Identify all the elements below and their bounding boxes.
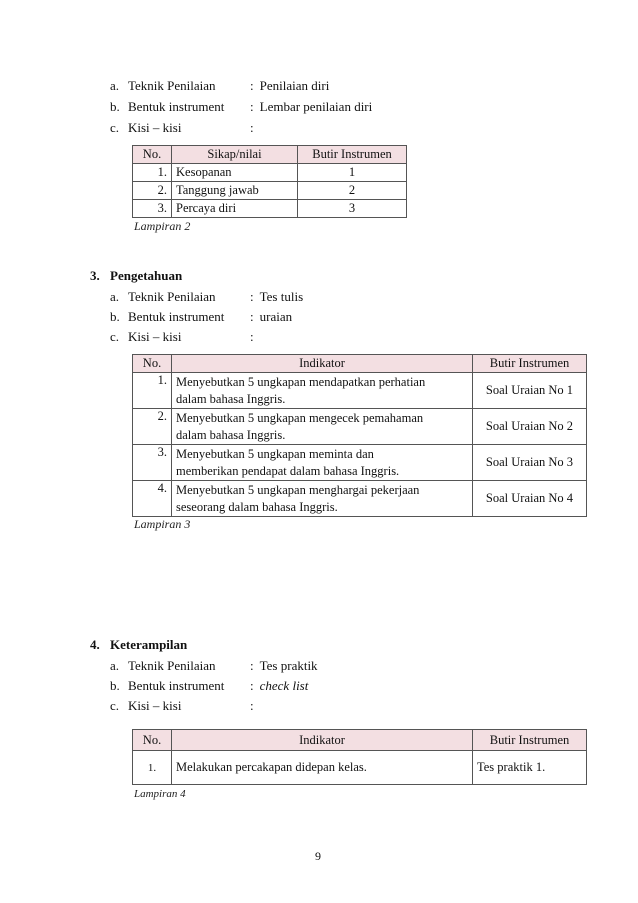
- table-header-row: [133, 146, 407, 164]
- table-row: 2. Tanggung jawab 2: [133, 182, 407, 200]
- item-kisi-kisi: c. Kisi – kisi :: [110, 329, 254, 344]
- col-header-indikator: Indikator: [172, 730, 473, 751]
- section-heading-pengetahuan: 3. Pengetahuan: [90, 268, 183, 283]
- section-heading-keterampilan: 4. Keterampilan: [90, 637, 188, 652]
- col-header-butir: Butir Instrumen: [298, 146, 407, 164]
- item-bentuk-instrument: b. Bentuk instrument : Lembar penilaian diri: [110, 99, 373, 114]
- sikap-table: [132, 145, 407, 218]
- col-header-indikator: Indikator: [172, 355, 473, 373]
- item-teknik-penilaian: a. Teknik Penilaian : Penilaian diri: [110, 78, 330, 93]
- table-row: 3. Menyebutkan 5 ungkapan meminta dan memberikan pendapat dalam bahasa Inggris. Soal Uraian No 3: [133, 445, 587, 481]
- table-row: 1. Melakukan percakapan didepan kelas. Tes praktik 1.: [133, 751, 587, 785]
- caption-lampiran-4: Lampiran 4: [134, 788, 186, 800]
- col-header-no: No.: [133, 355, 172, 373]
- table-row: 1. Menyebutkan 5 ungkapan mendapatkan perhatian dalam bahasa Inggris. Soal Uraian No 1: [133, 373, 587, 409]
- item-teknik-penilaian: a. Teknik Penilaian : Tes tulis: [110, 289, 304, 304]
- item-kisi-kisi: c. Kisi – kisi :: [110, 120, 254, 135]
- col-header-no: No.: [133, 730, 172, 751]
- caption-lampiran-3: Lampiran 3: [134, 517, 191, 531]
- item-teknik-penilaian: a. Teknik Penilaian : Tes praktik: [110, 658, 318, 673]
- col-header-butir: Butir Instrumen: [473, 730, 587, 751]
- item-kisi-kisi: c. Kisi – kisi :: [110, 698, 254, 713]
- table-row: 2. Menyebutkan 5 ungkapan mengecek pemahaman dalam bahasa Inggris. Soal Uraian No 2: [133, 409, 587, 445]
- table-header-row: [133, 730, 587, 751]
- table-row: 1. Kesopanan 1: [133, 164, 407, 182]
- page-number: 9: [315, 849, 321, 863]
- table-header-row: [133, 355, 587, 373]
- table-row: 4. Menyebutkan 5 ungkapan menghargai pekerjaan seseorang dalam bahasa Inggris. Soal Uraian No 4: [133, 481, 587, 517]
- item-bentuk-instrument: b. Bentuk instrument : check list: [110, 678, 309, 693]
- indikator-table-pengetahuan: [132, 354, 587, 517]
- caption-lampiran-2: Lampiran 2: [134, 219, 191, 233]
- col-header-sikap: Sikap/nilai: [172, 146, 298, 164]
- col-header-butir: Butir Instrumen: [473, 355, 587, 373]
- indikator-table-keterampilan: [132, 729, 587, 785]
- table-row: 3. Percaya diri 3: [133, 200, 407, 218]
- item-bentuk-instrument: b. Bentuk instrument : uraian: [110, 309, 293, 324]
- col-header-no: No.: [133, 146, 172, 164]
